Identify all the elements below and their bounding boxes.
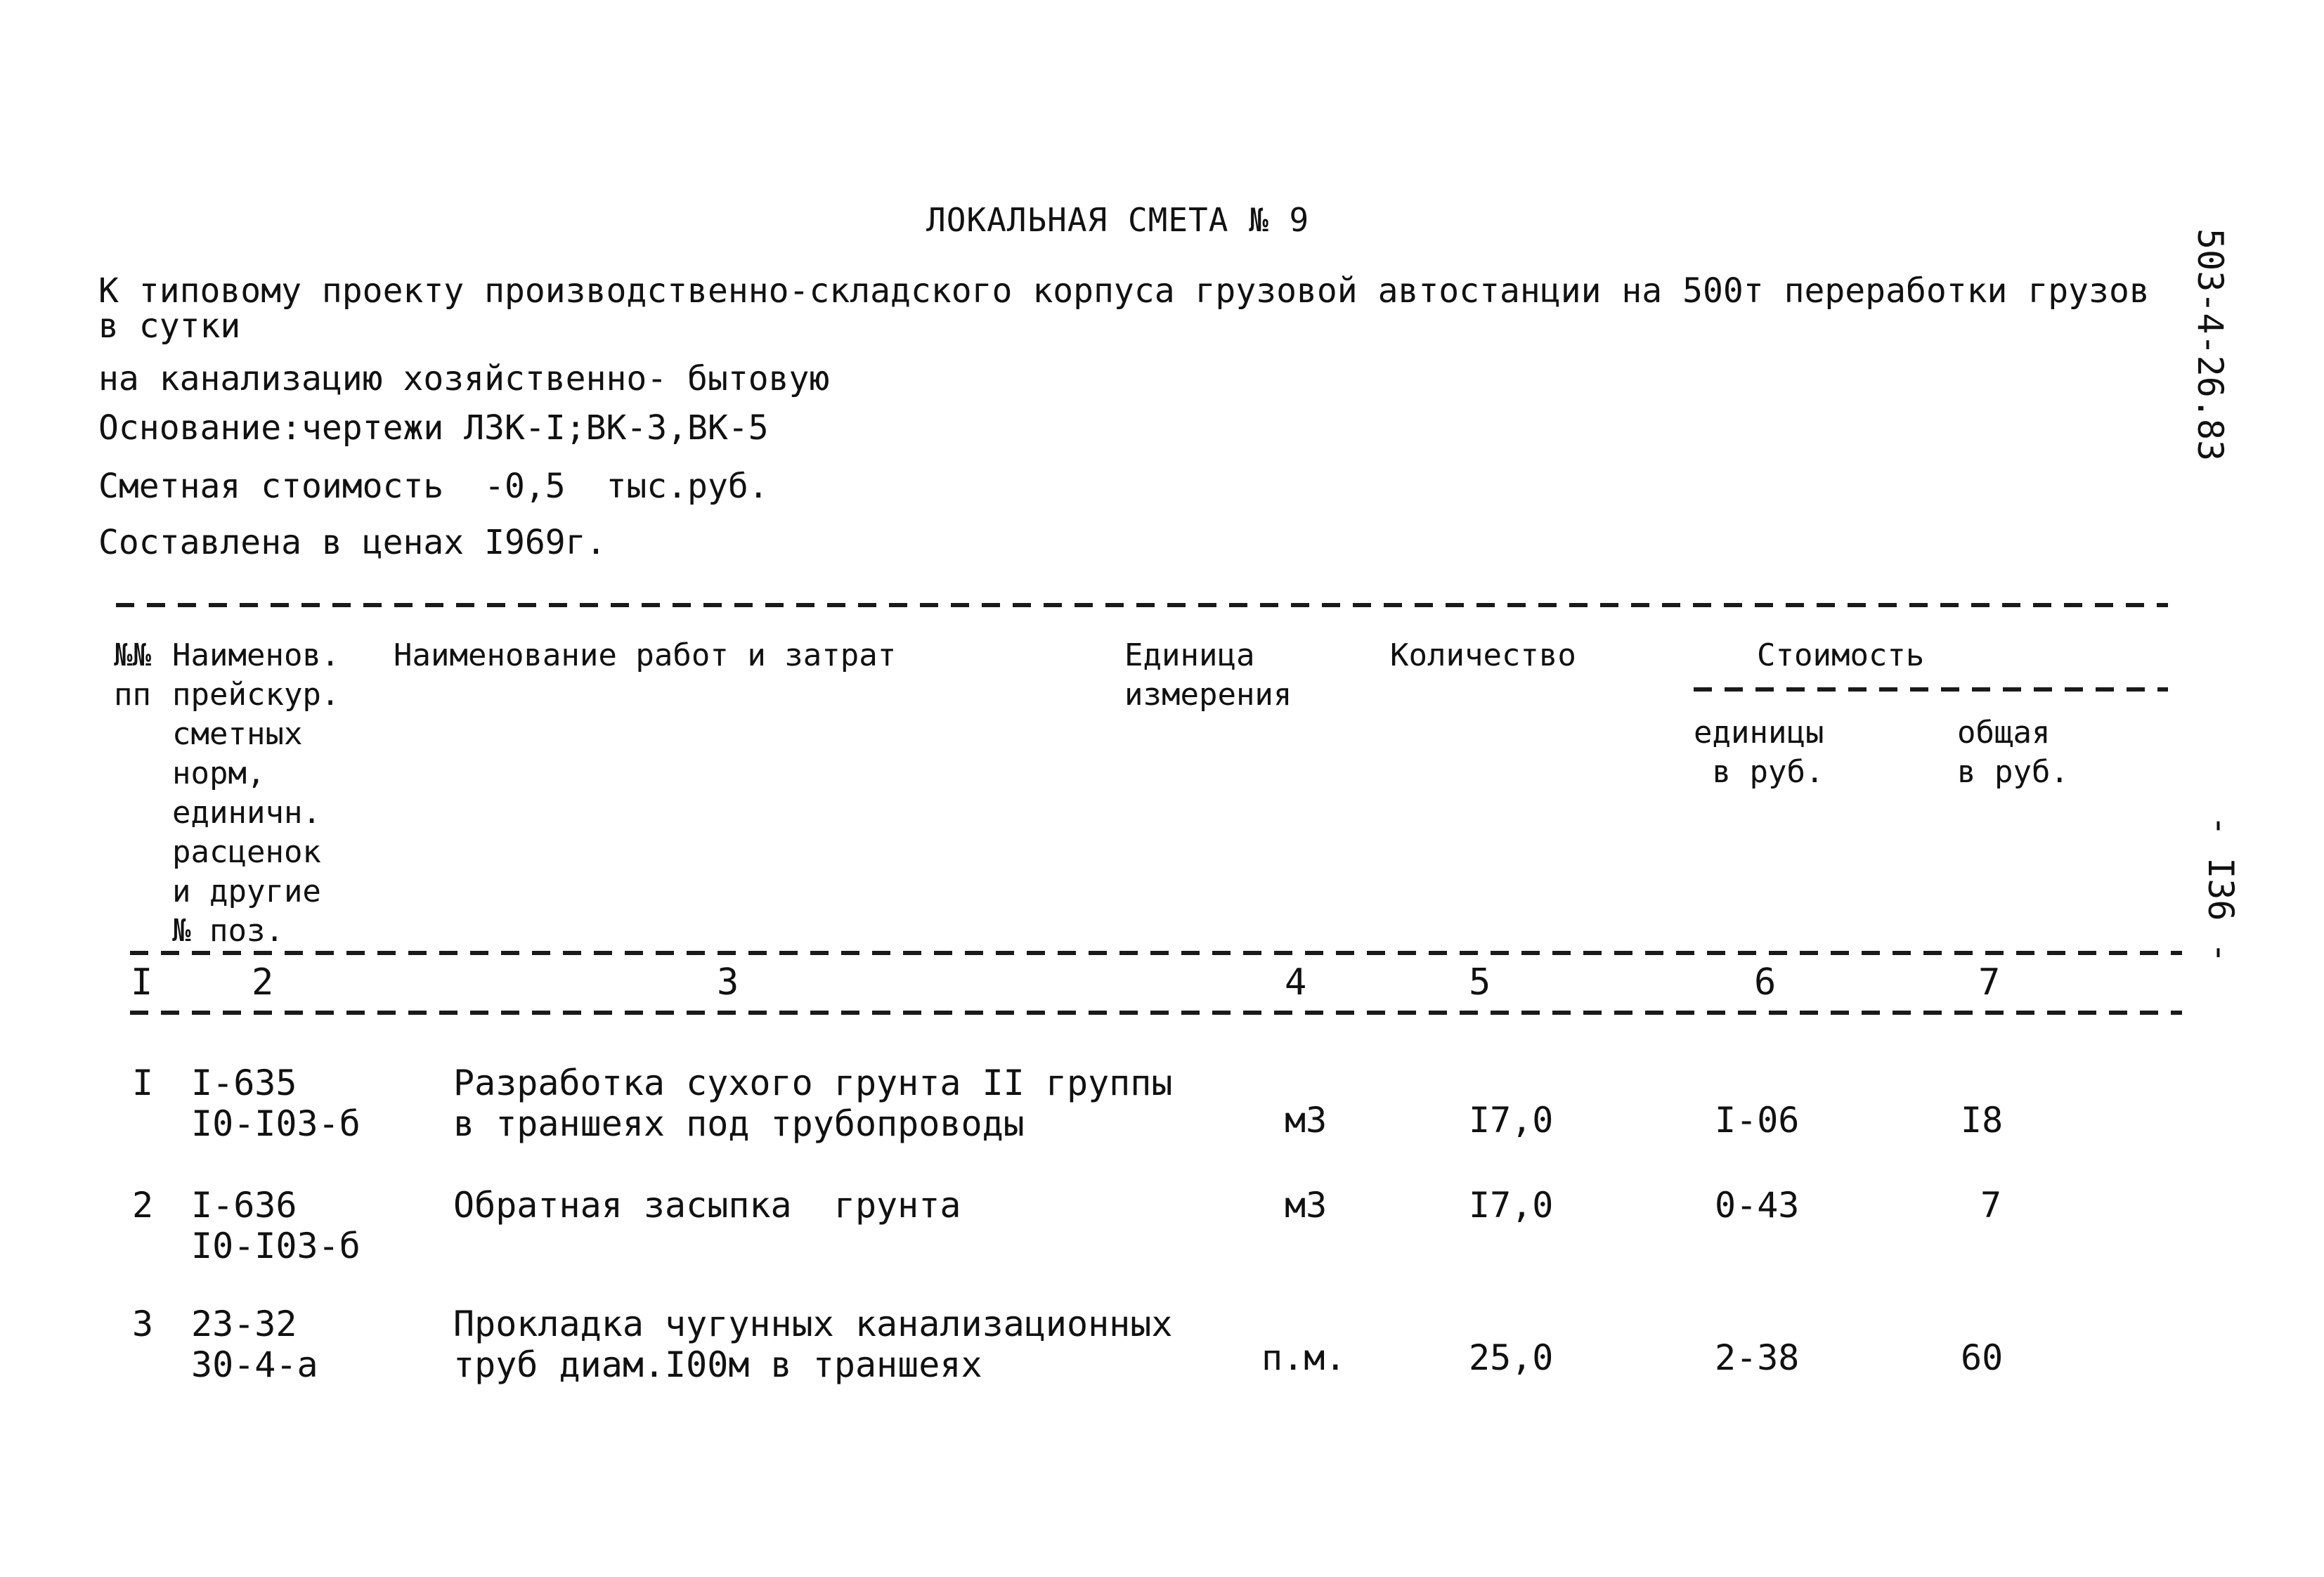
row-2-num: 2	[132, 1185, 154, 1226]
header-cost-unit: единицы в руб.	[1694, 715, 1824, 790]
row-3-work: Прокладка чугунных канализационных труб диам.I00м в траншеях	[453, 1304, 1173, 1385]
subtitle-line-1: К типовому проекту производственно-складского корпуса грузовой автостанции на 500т переработки грузов	[98, 271, 2150, 311]
header-quantity: Количество	[1390, 637, 1576, 673]
row-2-total: 7	[1980, 1185, 2002, 1226]
row-3-total: 60	[1961, 1337, 2004, 1378]
cost-subheader-rule	[1694, 687, 2168, 692]
row-3-quantity: 25,0	[1469, 1337, 1554, 1378]
row-2-unit: м3	[1285, 1185, 1327, 1226]
row-1-num: I	[132, 1063, 154, 1103]
basis-line: Основание:чертежи ЛЗК-I;ВК-3,ВК-5	[98, 408, 769, 448]
column-numbers-top-rule	[130, 951, 2182, 955]
header-unit: Единица измерения	[1124, 637, 1292, 713]
row-1-code: I-635 I0-I03-б	[191, 1063, 361, 1144]
column-number-4: 4	[1285, 961, 1307, 1004]
header-work: Наименование работ и затрат	[394, 637, 897, 673]
header-cost-total: общая в руб.	[1957, 715, 2069, 790]
header-cost: Стоимость	[1757, 637, 1925, 673]
row-2-quantity: I7,0	[1469, 1185, 1554, 1226]
row-3-unit-cost: 2-38	[1715, 1337, 1800, 1378]
column-number-6: 6	[1754, 961, 1777, 1004]
column-number-3: 3	[717, 961, 739, 1004]
estimated-cost-line: Сметная стоимость -0,5 тыс.руб.	[98, 467, 769, 506]
prices-year-line: Составлена в ценах I969г.	[98, 523, 606, 562]
row-1-work: Разработка сухого грунта II группы в траншеях под трубопроводы	[453, 1063, 1173, 1144]
column-number-7: 7	[1978, 961, 2001, 1004]
column-numbers-bottom-rule	[130, 1011, 2182, 1015]
row-1-unit: м3	[1285, 1100, 1327, 1141]
column-number-2: 2	[252, 961, 274, 1004]
row-1-quantity: I7,0	[1469, 1100, 1554, 1141]
row-3-code: 23-32 30-4-а	[191, 1304, 318, 1385]
row-2-unit-cost: 0-43	[1715, 1185, 1800, 1226]
purpose-line: на канализацию хозяйственно- бытовую	[98, 359, 830, 398]
header-code: Наименов. прейскур. сметных норм, единичн. расценок и другие № поз.	[172, 637, 340, 949]
side-document-code: 503-4-26.83	[2190, 228, 2231, 462]
row-3-num: 3	[132, 1304, 154, 1344]
row-2-work: Обратная засыпка грунта	[453, 1185, 961, 1226]
row-1-unit-cost: I-06	[1715, 1100, 1800, 1141]
row-2-code: I-636 I0-I03-б	[191, 1185, 361, 1266]
page-number: - I36 -	[2200, 815, 2241, 963]
column-number-1: I	[131, 961, 153, 1004]
header-num: №№ пп	[114, 637, 151, 713]
subtitle-line-2: в сутки	[98, 306, 241, 346]
column-number-5: 5	[1469, 961, 1491, 1004]
row-1-total: I8	[1961, 1100, 2004, 1141]
row-3-unit: п.м.	[1261, 1337, 1346, 1378]
table-top-rule	[116, 603, 2168, 607]
document-title: ЛОКАЛЬНАЯ СМЕТА № 9	[926, 201, 1310, 239]
